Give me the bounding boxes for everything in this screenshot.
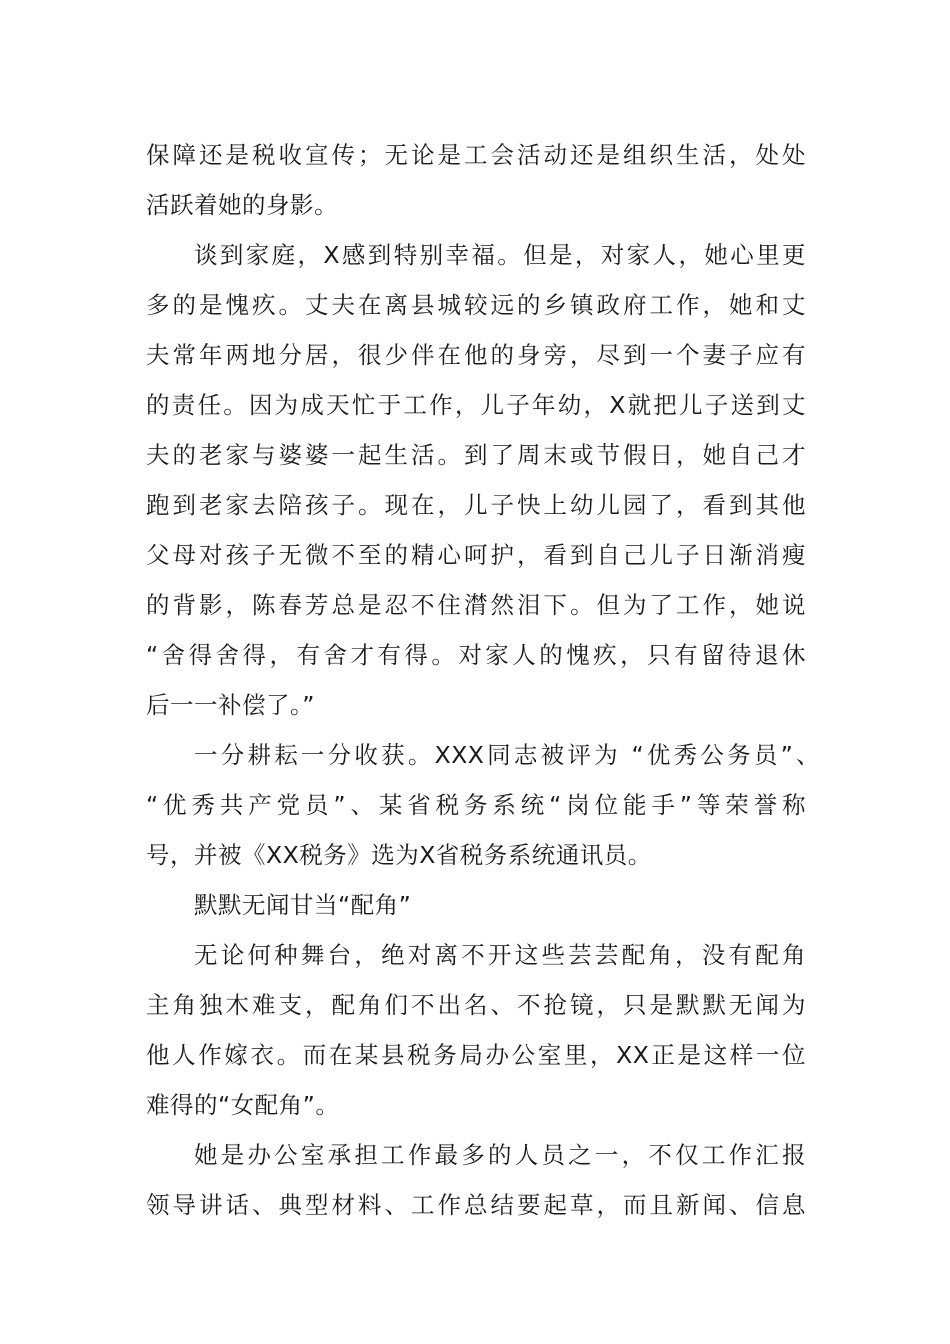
text-line: 夫的老家与婆婆一起生活。到了周末或节假日，她自己才 — [146, 441, 806, 469]
body-text — [146, 130, 820, 1230]
text-line: 的责任。因为成天忙于工作，儿子年幼，X就把儿子送到丈 — [146, 391, 806, 419]
text-line: 领导讲话、典型材料、工作总结要起草，而且新闻、信息 — [146, 1191, 806, 1219]
text-line: 的背影，陈春芳总是忍不住潸然泪下。但为了工作，她说 — [146, 591, 806, 619]
paragraph-start-line: 谈到家庭，X感到特别幸福。但是，对家人，她心里更 — [194, 241, 806, 269]
text-line: 他人作嫁衣。而在某县税务局办公室里，XX正是这样一位 — [146, 1041, 806, 1069]
text-line: 难得的“女配角”。 — [146, 1091, 340, 1119]
text-line: 跑到老家去陪孩子。现在，儿子快上幼儿园了，看到其他 — [146, 491, 806, 519]
paragraph-start-line: 一分耕耘一分收获。XXX同志被评为 “优秀公务员”、 — [194, 741, 820, 769]
text-line: 主角独木难支，配角们不出名、不抢镜，只是默默无闻为 — [146, 991, 806, 1019]
text-line: 夫常年两地分居，很少伴在他的身旁，尽到一个妻子应有 — [146, 341, 806, 369]
text-line: 保障还是税收宣传；无论是工会活动还是组织生活，处处 — [146, 141, 806, 169]
text-line: “舍得舍得，有舍才有得。对家人的愧疚，只有留待退休 — [146, 641, 806, 669]
text-line: 多的是愧疚。丈夫在离县城较远的乡镇政府工作，她和丈 — [146, 291, 806, 319]
paragraph-start-line: 无论何种舞台，绝对离不开这些芸芸配角，没有配角 — [194, 941, 806, 969]
text-line: 后一一补偿了。” — [146, 691, 315, 719]
section-heading: 默默无闻甘当“配角” — [194, 891, 412, 919]
text-line: 活跃着她的身影。 — [146, 191, 338, 219]
paragraph-start-line: 她是办公室承担工作最多的人员之一，不仅工作汇报 — [194, 1141, 806, 1169]
text-line: 号，并被《XX税务》选为X省税务系统通讯员。 — [146, 841, 652, 869]
text-line: “优秀共产党员”、某省税务系统“岗位能手”等荣誉称 — [146, 791, 806, 819]
text-line: 父母对孩子无微不至的精心呵护，看到自己儿子日渐消瘦 — [146, 541, 806, 569]
